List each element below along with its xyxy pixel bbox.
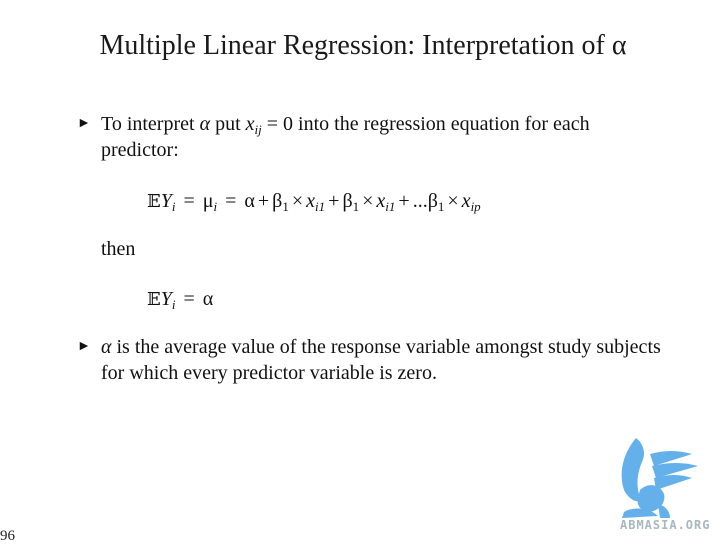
- alpha-symbol: α: [202, 288, 214, 310]
- x-subscript: i1: [315, 199, 326, 214]
- watermark-logo: [614, 432, 726, 542]
- griffin-icon: [614, 432, 726, 520]
- regression-equation: [147, 188, 481, 215]
- beta-subscript: 1: [437, 199, 445, 214]
- expectation-equation: [147, 286, 213, 313]
- bullet-text-put: put: [210, 113, 246, 135]
- equals-zero: = 0: [261, 113, 294, 135]
- x-subscript: ip: [470, 199, 481, 214]
- y-subscript: i: [171, 297, 176, 312]
- alpha-symbol: α: [101, 336, 112, 358]
- beta-symbol: β: [427, 190, 438, 212]
- equals-sign: =: [183, 288, 195, 310]
- bullet-marker-icon: ►: [77, 339, 91, 354]
- expectation-symbol: 𝔼: [147, 289, 161, 310]
- beta-symbol: β: [342, 190, 353, 212]
- x-variable: x: [376, 190, 386, 212]
- then-text: then: [101, 238, 136, 260]
- times-sign: ×: [362, 190, 374, 212]
- bullet-alpha-meaning: [77, 334, 671, 386]
- alpha-symbol: α: [199, 113, 211, 135]
- beta-subscript: 1: [352, 199, 360, 214]
- plus-sign: +: [257, 190, 270, 212]
- watermark-text: ABMASIA.ORG: [620, 518, 711, 532]
- y-variable: Y: [160, 190, 172, 212]
- bullet-text-start: To interpret: [101, 113, 200, 135]
- beta-subscript: 1: [282, 199, 289, 214]
- x-variable: x: [306, 190, 316, 212]
- bullet-text-end: into the regression equation for each predictor:: [101, 113, 590, 161]
- bullet-text: is the average value of the response variable amongst study subjects for which every predictor variable is zero.: [101, 336, 661, 384]
- x-variable: x: [461, 190, 471, 212]
- bullet-interpret-alpha: [77, 111, 671, 163]
- times-sign: ×: [447, 190, 459, 212]
- x-variable: x: [245, 113, 255, 135]
- equals-sign: =: [183, 190, 195, 212]
- x-subscript: ij: [254, 122, 262, 137]
- equals-sign: =: [225, 190, 237, 212]
- plus-sign: +: [398, 190, 410, 212]
- plus-sign: +: [328, 190, 340, 212]
- x-subscript: i1: [385, 199, 396, 214]
- page-number: 96: [0, 528, 15, 544]
- ellipsis: ...: [412, 190, 428, 212]
- slide-title: Multiple Linear Regression: Interpretation of α: [99, 30, 627, 61]
- expectation-symbol: 𝔼: [147, 191, 161, 212]
- times-sign: ×: [291, 190, 304, 212]
- alpha-symbol: α: [244, 190, 255, 212]
- bullet-marker-icon: ►: [77, 116, 91, 131]
- y-subscript: i: [171, 199, 176, 214]
- y-variable: Y: [160, 288, 172, 310]
- beta-symbol: β: [272, 190, 283, 212]
- mu-subscript: i: [213, 199, 218, 214]
- mu-symbol: μ: [202, 190, 214, 212]
